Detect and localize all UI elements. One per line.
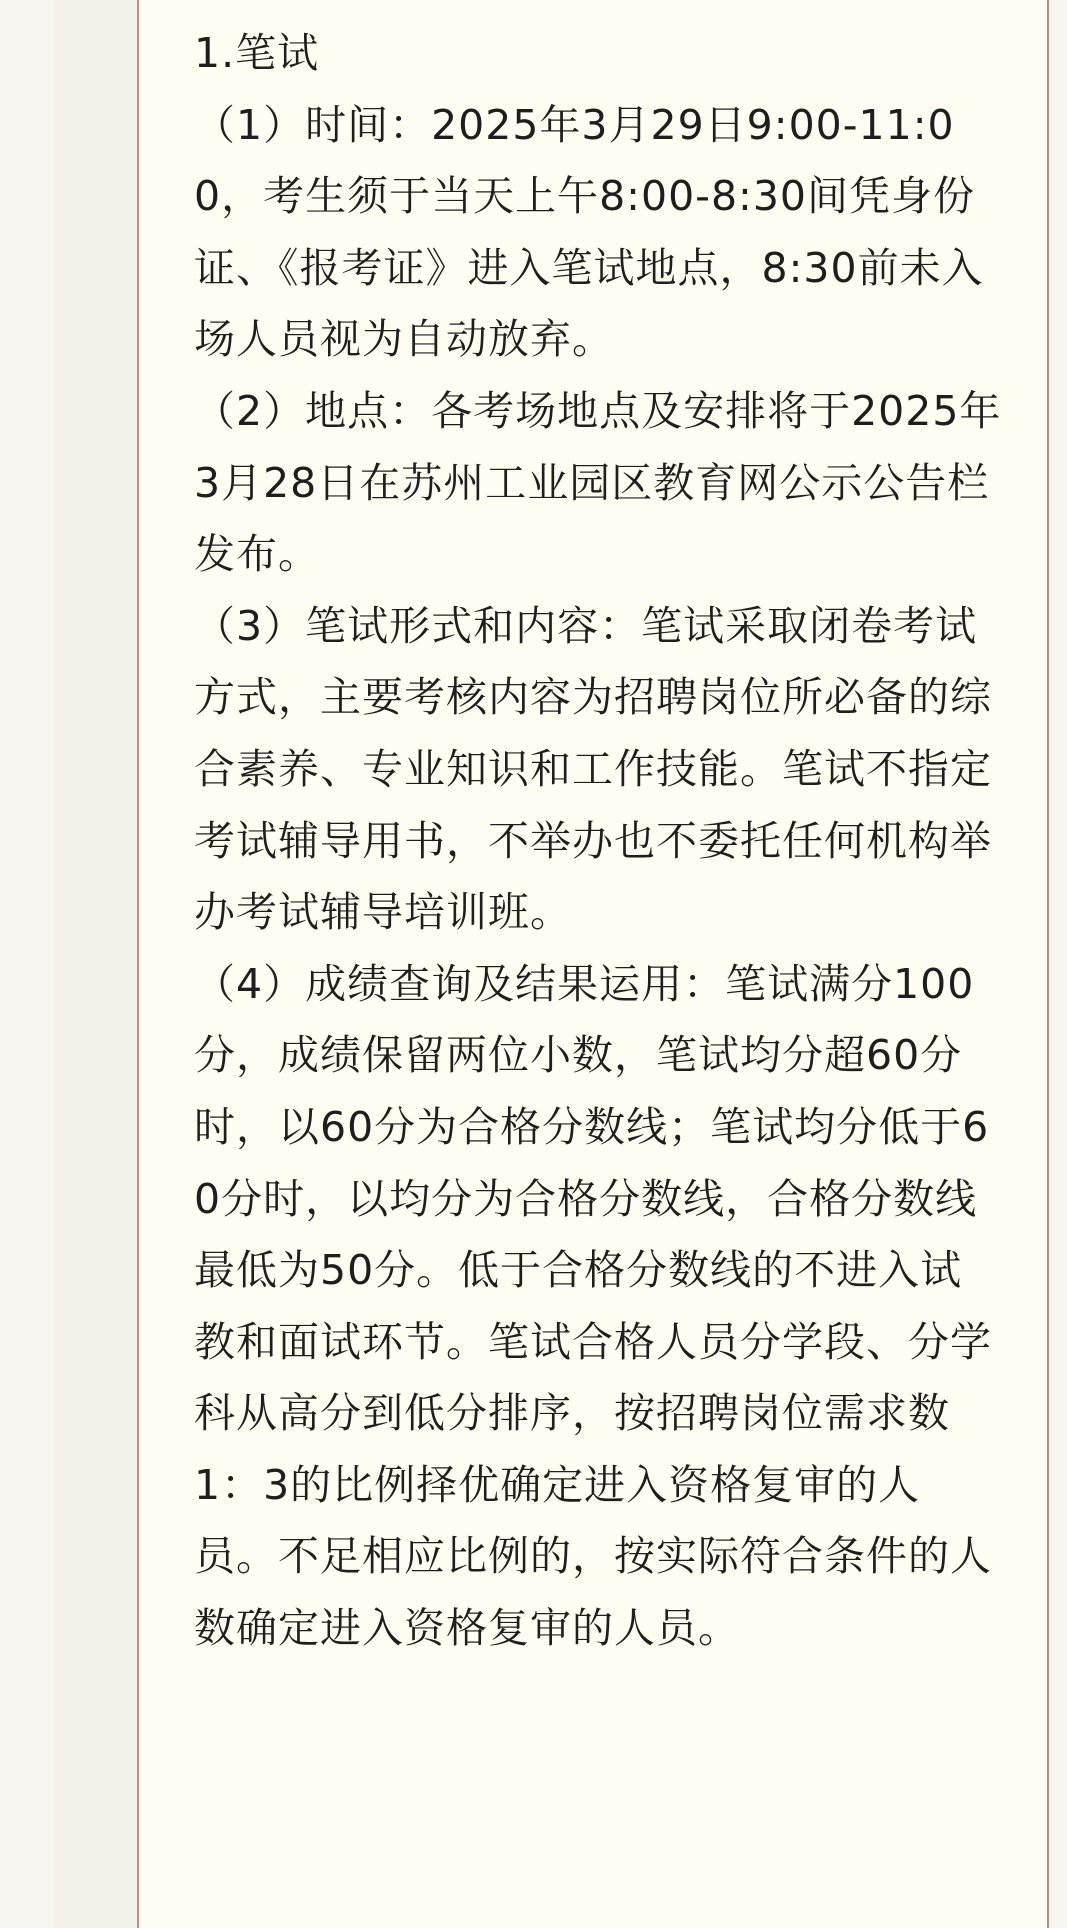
paragraph-location: （2）地点：各考场地点及安排将于2025年3月28日在苏州工业园区教育网公示公告栏发布。 <box>194 386 1002 579</box>
section-heading: 1.笔试 <box>194 29 320 77</box>
paragraph-time: （1）时间：2025年3月29日9:00-11:00，考生须于当天上午8:00-8:30间凭身份证、《报考证》进入笔试地点，8:30前未入场人员视为自动放弃。 <box>194 100 984 364</box>
paragraph-format: （3）笔试形式和内容：笔试采取闭卷考试方式，主要考核内容为招聘岗位所必备的综合素养、专业知识和工作技能。笔试不指定考试辅导用书，不举办也不委托任何机构举办考试辅导培训班。 <box>194 601 992 937</box>
document-content <box>194 18 1004 1665</box>
content-card <box>54 0 1012 1928</box>
paragraph-results: （4）成绩查询及结果运用：笔试满分100分，成绩保留两位小数，笔试均分超60分时，以60分为合格分数线；笔试均分低于60分时，以均分为合格分数线，合格分数线最低为50分。低于合格分数线的不进入试教和面试环节。笔试合格人员分学段、分学科从高分到低分排序，按招聘岗位需求数1：3的比例择优确定进入资格复审的人员。不足相应比例的，按实际符合条件的人数确定进入资格复审的人员。 <box>194 959 992 1653</box>
document-paper <box>137 0 1049 1928</box>
